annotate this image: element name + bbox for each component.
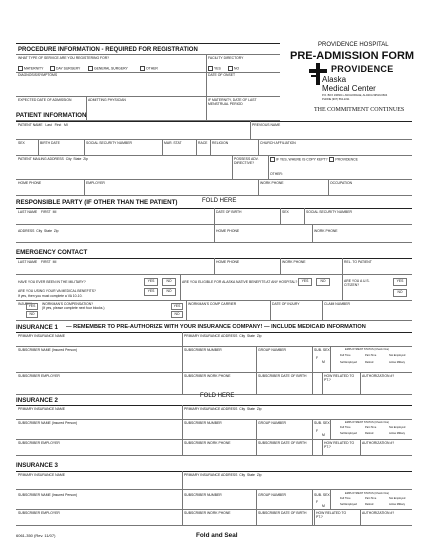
ins1-retired[interactable]: Retired (365, 361, 374, 364)
patient-section-title: PATIENT INFORMATION (16, 112, 87, 119)
mailing-address-label (18, 157, 88, 161)
claim-number-label: CLAIM NUMBER (324, 302, 350, 306)
ins3-group-number-label: GROUP NUMBER (258, 493, 287, 497)
military-no-label: NO (166, 279, 172, 283)
general-label: GENERAL SURGERY (94, 66, 128, 71)
resp-city-caption: City (36, 229, 43, 233)
copy-kept-caption: IF YES, WHERE IS COPY KEPT? (276, 157, 328, 162)
ins3-subscriber-number-label: SUBSCRIBER NUMBER (184, 493, 222, 497)
resp-zip-caption: Zip (53, 229, 59, 233)
citizen-no-label: NO (397, 290, 403, 294)
other-checkbox[interactable] (140, 66, 145, 71)
resp-state-caption: State (44, 229, 52, 233)
ins3-subscriber-work-phone-label: SUBSCRIBER WORK PHONE (184, 511, 231, 515)
brand-sub-alaska: Alaska (322, 75, 347, 84)
ins1-how-related-label: HOW RELATED TO PT.? (324, 374, 355, 382)
facility-yes[interactable] (208, 66, 221, 71)
providence-caption: PROVIDENCE (335, 157, 358, 162)
maternity-checkbox[interactable] (18, 66, 23, 71)
ins1-subscriber-work-phone-label: SUBSCRIBER WORK PHONE (184, 374, 231, 378)
other-label: OTHER (146, 66, 158, 71)
ins2-emp-status-label: EMPLOYMENT STATUS (Check One) (345, 421, 390, 424)
ins1-subscriber-dob-label: SUBSCRIBER DATE OF BIRTH (258, 374, 307, 378)
home-phone-label: HOME PHONE (18, 181, 42, 185)
ins2-subscriber-employer-label: SUBSCRIBER EMPLOYER (18, 441, 60, 445)
va-yes[interactable] (144, 288, 158, 296)
emerg-rel-label: REL. TO PATIENT (344, 260, 372, 264)
workers-comp-note: (If yes, please complete next four blocks.) (42, 306, 105, 310)
ins3-address-caption: PRIMARY INSURANCE ADDRESS (184, 473, 238, 477)
mailing-zip-caption: Zip (83, 157, 88, 161)
emerg-last-caption: LAST NAME (18, 260, 38, 264)
military-question: HAVE YOU EVER BEEN IN THE MILITARY? (18, 280, 86, 284)
comp-carrier-label: WORKMAN'S COMP CARRIER (188, 302, 237, 306)
ins1-primary-address-label (184, 334, 262, 338)
ins3-authorization-label: AUTHORIZATION #? (362, 511, 395, 515)
employer-label: EMPLOYER (86, 181, 105, 185)
ins2-self-employed[interactable]: Self-Employed (340, 432, 357, 435)
facility-no-checkbox[interactable] (228, 66, 233, 71)
fold-here-1: FOLD HERE (202, 198, 237, 204)
facility-yes-checkbox[interactable] (208, 66, 213, 71)
ins3-zip-caption: Zip (256, 473, 262, 477)
ins1-sex-m[interactable]: M (322, 360, 325, 364)
ins2-active-military[interactable]: Active Military (389, 432, 405, 435)
insurance-reminder: — REMEMBER TO PRE-AUTHORIZE WITH YOUR INSURANCE COMPANY! — INCLUDE MEDICAID INFORMATION (66, 324, 366, 330)
ins2-how-related-label: HOW RELATED TO PT.? (324, 441, 355, 449)
ins1-part-time[interactable]: Part-Time (365, 354, 377, 357)
resp-sex-label: SEX (282, 210, 289, 214)
patient-first-caption: First (54, 123, 62, 127)
ins1-group-number-label: GROUP NUMBER (258, 348, 287, 352)
patient-name-caption: PATIENT NAME (18, 123, 43, 127)
opt-daysurgery[interactable] (50, 66, 80, 71)
facility-no[interactable] (228, 66, 239, 71)
ins2-full-time[interactable]: Full Time (340, 426, 351, 429)
injury-yes-label: YES (28, 304, 36, 308)
resp-address-label (18, 229, 59, 233)
fold-and-seal: Fold and Seal (196, 532, 238, 539)
resp-ssn-label: SOCIAL SECURITY NUMBER (306, 210, 352, 214)
daysurgery-checkbox[interactable] (50, 66, 55, 71)
emerg-home-phone-label: HOME PHONE (216, 260, 240, 264)
ins2-primary-address-label (184, 407, 262, 411)
ins1-authorization-label: AUTHORIZATION #? (362, 374, 395, 378)
patient-name-label (18, 123, 68, 127)
procedure-title: PROCEDURE INFORMATION - REQUIRED FOR REGISTRATION (18, 47, 198, 53)
ins1-subscriber-employer-label: SUBSCRIBER EMPLOYER (18, 374, 60, 378)
va-note: If yes, then you must complete a VA 10-10. (18, 294, 83, 298)
resp-last-caption: LAST NAME (18, 210, 38, 214)
ins3-emp-status-label: EMPLOYMENT STATUS (Check One) (345, 492, 390, 495)
ins2-subscriber-dob-label: SUBSCRIBER DATE OF BIRTH (258, 441, 307, 445)
va-no[interactable] (162, 288, 176, 296)
native-question: ARE YOU ELIGIBLE FOR ALASKA NATIVE BENEFITS AT ANY HOSPITAL? (182, 280, 298, 284)
ins2-sex-f[interactable]: F (316, 429, 319, 433)
military-yes-label: YES (147, 279, 155, 283)
injury-no-label: NO (29, 312, 35, 316)
resp-first-caption: FIRST (40, 210, 51, 214)
ins2-sub-sex-label: SUB. SEX (314, 421, 330, 425)
ins3-how-related-label: HOW RELATED TO PT.? (316, 511, 347, 519)
ins2-authorization-label: AUTHORIZATION #? (362, 441, 395, 445)
expected-date-label: EXPECTED DATE OF ADMISSION (18, 98, 72, 102)
form-title: PRE-ADMISSION FORM (290, 50, 415, 62)
ins2-subscriber-work-phone-label: SUBSCRIBER WORK PHONE (184, 441, 231, 445)
ins3-primary-name-label: PRIMARY INSURANCE NAME (18, 473, 65, 477)
date-onset-label: DATE OF ONSET (208, 73, 236, 77)
hospital-phone: PHONE (907) 562-2211 (322, 98, 350, 101)
ins3-subscriber-name-label: SUBSCRIBER NAME (Insured Person) (18, 493, 77, 497)
ins1-address-caption: PRIMARY INSURANCE ADDRESS (184, 334, 238, 338)
ins1-sub-sex-label: SUB. SEX (314, 348, 330, 352)
ins2-sex-m[interactable]: M (322, 433, 325, 437)
military-no[interactable] (162, 278, 176, 286)
ins1-subscriber-number-label: SUBSCRIBER NUMBER (184, 348, 222, 352)
citizen-yes[interactable] (393, 278, 407, 286)
citizen-yes-label: YES (396, 279, 404, 283)
comp-no[interactable] (171, 311, 183, 318)
ins1-sex-f[interactable]: F (316, 356, 319, 360)
ins1-primary-name-label: PRIMARY INSURANCE NAME (18, 334, 65, 338)
military-yes[interactable] (144, 278, 158, 286)
birthdate-label: BIRTH DATE (40, 141, 60, 145)
ins1-zip-caption: Zip (256, 334, 262, 338)
mailing-caption: PATIENT MAILING ADDRESS (18, 157, 64, 161)
daysurgery-label: DAY SURGERY (56, 66, 81, 71)
facility-directory-label: FACILITY DIRECTORY (208, 56, 244, 60)
service-type-label: WHAT TYPE OF SERVICE ARE YOU REGISTERING FOR? (18, 56, 110, 60)
resp-dob-label: DATE OF BIRTH (216, 210, 242, 214)
ins1-state-caption: State (247, 334, 255, 338)
resp-name-label (18, 210, 56, 214)
resp-address-caption: ADDRESS (18, 229, 35, 233)
resp-mi-caption: MI (52, 210, 57, 214)
tagline: THE COMMITMENT CONTINUES (314, 107, 405, 113)
general-checkbox[interactable] (88, 66, 93, 71)
insurance3-title: INSURANCE 3 (16, 462, 58, 469)
ins2-not-employed[interactable]: Not Employed (389, 426, 406, 429)
ins2-subscriber-number-label: SUBSCRIBER NUMBER (184, 421, 222, 425)
adv-directive-label: POSSESS ADV. DIRECTIVE? (234, 157, 259, 165)
emerg-mi-caption: MI (52, 260, 57, 264)
ins1-city-caption: City (239, 334, 246, 338)
ins2-city-caption: City (239, 407, 246, 411)
mar-stat-label: MAR. STAT (164, 141, 182, 145)
ssn-label: SOCIAL SECURITY NUMBER (86, 141, 132, 145)
ins3-sub-sex-label: SUB. SEX (314, 493, 330, 497)
ins3-full-time[interactable]: Full Time (340, 497, 351, 500)
church-label: CHURCH AFFILIATION (260, 141, 296, 145)
va-yes-label: YES (147, 289, 155, 293)
admitting-physician-label: ADMITTING PHYSICIAN (88, 98, 126, 102)
ins2-address-caption: PRIMARY INSURANCE ADDRESS (184, 407, 238, 411)
patient-mi-caption: MI (64, 123, 68, 127)
resp-home-phone-label: HOME PHONE (216, 229, 240, 233)
emerg-name-label (18, 260, 56, 264)
ins2-zip-caption: Zip (256, 407, 262, 411)
citizen-question: ARE YOU A U.S. CITIZEN? (344, 279, 370, 287)
copy-kept-checkbox[interactable] (270, 157, 275, 162)
occupation-label: OCCUPATION (330, 181, 353, 185)
comp-yes[interactable] (171, 303, 183, 310)
ins2-subscriber-name-label: SUBSCRIBER NAME (Insured Person) (18, 421, 77, 425)
comp-yes-label: YES (173, 304, 181, 308)
native-yes[interactable] (298, 278, 312, 286)
va-benefits-question: ARE YOU USING YOUR VA MEDICAL BENEFITS? (18, 289, 96, 293)
brand-name: PROVIDENCE (331, 64, 394, 74)
ins1-emp-status-label: EMPLOYMENT STATUS (Check One) (345, 348, 390, 351)
insurance1-title: INSURANCE 1 (16, 324, 58, 331)
maternity-label: MATERNITY (24, 66, 44, 71)
brand-sub-medical: Medical Center (322, 84, 376, 93)
ins2-group-number-label: GROUP NUMBER (258, 421, 287, 425)
native-yes-label: YES (301, 279, 309, 283)
ins3-state-caption: State (247, 473, 255, 477)
maternity-lmp-label: IF MATERNITY, DATE OF LAST MENSTRUAL PERIOD (208, 98, 257, 106)
injury-no[interactable] (26, 311, 38, 318)
emerg-first-caption: FIRST (40, 260, 51, 264)
ins2-retired[interactable]: Retired (365, 432, 374, 435)
fold-here-2: FOLD HERE (200, 393, 235, 399)
ins3-retired[interactable]: Retired (365, 503, 374, 506)
ins2-primary-name-label: PRIMARY INSURANCE NAME (18, 407, 65, 411)
facility-no-label: NO (234, 66, 240, 71)
ins3-subscriber-dob-label: SUBSCRIBER DATE OF BIRTH (258, 511, 307, 515)
hospital-name: PROVIDENCE HOSPITAL (318, 42, 389, 48)
ins3-part-time[interactable]: Part-Time (365, 497, 377, 500)
providence-checkbox[interactable] (329, 157, 334, 162)
opt-general[interactable] (88, 66, 128, 71)
responsible-section-title: RESPONSIBLE PARTY (IF OTHER THAN THE PATIENT) (16, 199, 178, 206)
insurance2-title: INSURANCE 2 (16, 397, 58, 404)
opt-maternity[interactable] (18, 66, 43, 71)
ins1-active-military[interactable]: Active Military (389, 361, 405, 364)
ins3-subscriber-employer-label: SUBSCRIBER EMPLOYER (18, 511, 60, 515)
native-no-label: NO (320, 279, 326, 283)
injury-label: INJURY? (18, 302, 33, 306)
mailing-city-caption: City (65, 157, 72, 161)
ins1-subscriber-name-label: SUBSCRIBER NAME (Insured Person) (18, 348, 77, 352)
hospital-address: P.O. BOX 196604 • ANCHORAGE, ALASKA 99519-6604 (322, 94, 388, 97)
other-location-label: OTHER: (270, 172, 283, 176)
form-number: 6061-350 (Rev. 11/07) (16, 533, 56, 538)
date-injury-label: DATE OF INJURY (272, 302, 300, 306)
ins2-state-caption: State (247, 407, 255, 411)
emergency-section-title: EMERGENCY CONTACT (16, 249, 88, 256)
work-phone-label: WORK PHONE (260, 181, 284, 185)
ins3-city-caption: City (239, 473, 246, 477)
ins1-self-employed[interactable]: Self-Employed (340, 361, 357, 364)
emerg-work-phone-label: WORK PHONE (282, 260, 306, 264)
mailing-state-caption: State (73, 157, 82, 161)
ins1-not-employed[interactable]: Not Employed (389, 354, 406, 357)
ins3-active-military[interactable]: Active Military (389, 503, 405, 506)
ins3-self-employed[interactable]: Self-Employed (340, 503, 357, 506)
ins2-part-time[interactable]: Part-Time (365, 426, 377, 429)
ins3-primary-address-label (184, 473, 262, 477)
citizen-no[interactable] (393, 289, 407, 297)
injury-yes[interactable] (26, 303, 38, 310)
ins3-sex-f[interactable]: F (316, 500, 319, 504)
sex-label: SEX (18, 141, 25, 145)
opt-other[interactable] (140, 66, 158, 71)
ins1-full-time[interactable]: Full Time (340, 354, 351, 357)
workers-comp-question: WORKMAN'S COMPENSATION? (42, 302, 94, 306)
ins3-sex-m[interactable]: M (322, 504, 325, 508)
race-label: RACE (198, 141, 208, 145)
patient-last-caption: Last (45, 123, 52, 127)
religion-label: RELIGION (212, 141, 229, 145)
resp-work-phone-label: WORK PHONE (314, 229, 338, 233)
facility-yes-label: YES (214, 66, 221, 71)
prev-name-label: PREVIOUS NAME (252, 123, 281, 127)
diagnosis-label: DIAGNOSIS/SYMPTOMS (18, 73, 58, 77)
copy-kept-label (270, 157, 358, 162)
ins3-not-employed[interactable]: Not Employed (389, 497, 406, 500)
comp-no-label: NO (174, 312, 180, 316)
native-no[interactable] (316, 278, 330, 286)
va-no-label: NO (166, 289, 172, 293)
